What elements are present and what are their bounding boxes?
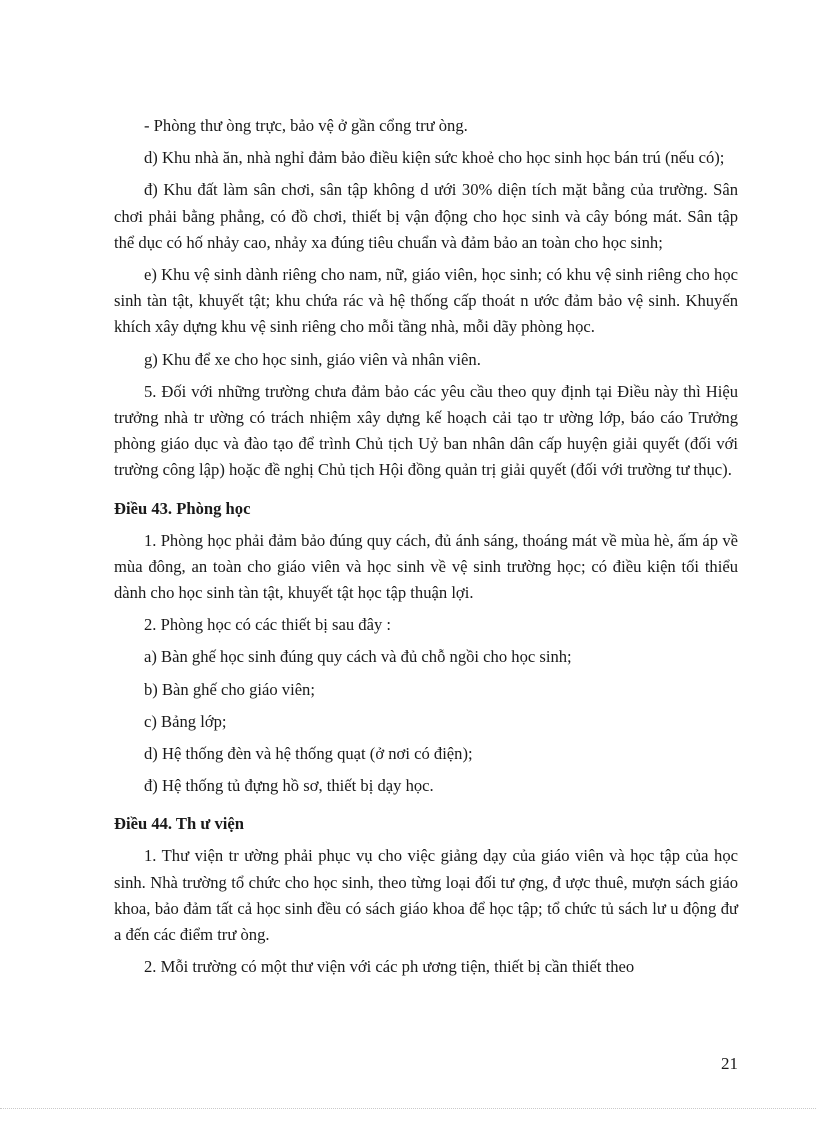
paragraph-43-b: b) Bàn ghế cho giáo viên; [144, 679, 315, 699]
paragraph-44-1: 1. Thư viện tr ường phải phục vụ cho việc giảng dạy của giáo viên và học tập của học sinh. Nhà trường tổ chức cho học sinh, theo từng loại đối tư ợng, đ ược thuê, mượn sách giáo khoa, bảo đảm tất cả học sinh đều có sách giáo khoa để học tập; tổ chức tủ sách lư u động đư a đến các điểm trư òng. [114, 846, 738, 945]
paragraph-e-toilets: e) Khu vệ sinh dành riêng cho nam, nữ, giáo viên, học sinh; có khu vệ sinh riêng cho học sinh tàn tật, khuyết tật; khu chứa rác và hệ thống cấp thoát n ước đảm bảo vệ sinh. Khuyến khích xây dựng khu vệ sinh riêng cho mỗi tầng nhà, mỗi dãy phòng học. [114, 265, 738, 337]
document-page [114, 113, 738, 980]
paragraph-43-2: 2. Phòng học có các thiết bị sau đây : [144, 615, 392, 635]
paragraph-guard-room: - Phòng thư òng trực, bảo vệ ở gần cổng trư òng. [144, 116, 468, 135]
section-heading-44: Điều 44. Th ư viện [114, 814, 244, 834]
section-heading-43: Điều 43. Phòng học [114, 498, 251, 518]
page-number: 21 [721, 1054, 738, 1073]
paragraph-5-renovation: 5. Đối với những trường chưa đảm bảo các yêu cầu theo quy định tại Điều này thì Hiệu trưởng nhà tr ường có trách nhiệm xây dựng kế hoạch cải tạo tr ường lớp, báo cáo Trưởng phòng giáo dục và đào tạo để trình Chủ tịch Uỷ ban nhân dân cấp huyện giải quyết (đối với trường công lập) hoặc đề nghị Chủ tịch Hội đồng quản trị giải quyết (đối với trường tư thục). [114, 381, 738, 480]
paragraph-dd-playground: đ) Khu đất làm sân chơi, sân tập không d ưới 30% diện tích mặt bằng của trường. Sân chơi phải bằng phẳng, có đồ chơi, thiết bị vận động cho học sinh và cây bóng mát. Sân tập thể dục có hố nhảy cao, nhảy xa đúng tiêu chuẩn và đảm bảo an toàn cho học sinh; [114, 180, 738, 252]
paragraph-43-a: a) Bàn ghế học sinh đúng quy cách và đủ chỗ ngồi cho học sinh; [144, 647, 572, 667]
paragraph-g-parking: g) Khu để xe cho học sinh, giáo viên và nhân viên. [144, 349, 481, 369]
paragraph-43-1: 1. Phòng học phải đảm bảo đúng quy cách, đủ ánh sáng, thoáng mát về mùa hè, ấm áp về mùa đông, an toàn cho giáo viên và học sinh về vệ sinh trường học; có điều kiện tối thiểu dành cho học sinh tàn tật, khuyết tật học tập thuận lợi. [114, 530, 738, 603]
paragraph-44-2: 2. Mỗi trường có một thư viện với các ph ương tiện, thiết bị cần thiết theo [144, 957, 635, 977]
paragraph-43-dd: đ) Hệ thống tủ đựng hồ sơ, thiết bị dạy học. [144, 776, 434, 796]
paragraph-43-c: c) Bảng lớp; [144, 711, 227, 731]
paragraph-d-canteen: d) Khu nhà ăn, nhà nghỉ đảm bảo điều kiện sức khoẻ cho học sinh học bán trú (nếu có); [144, 148, 725, 168]
page-bottom-border [0, 1108, 816, 1109]
paragraph-43-d: d) Hệ thống đèn và hệ thống quạt (ở nơi có điện); [144, 744, 473, 764]
